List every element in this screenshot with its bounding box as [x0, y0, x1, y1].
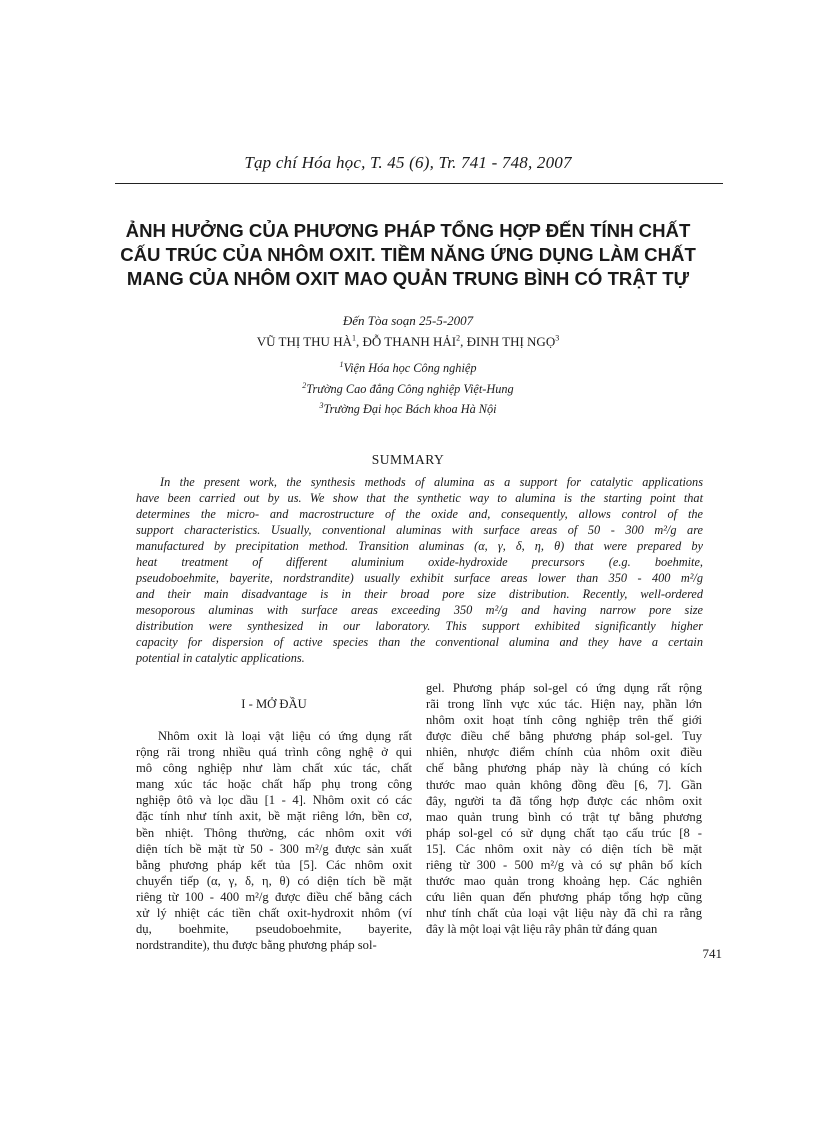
author-separator: ,: [355, 334, 363, 349]
text-line: nhiên, nhược điểm chính của nhôm oxit điều: [426, 745, 702, 760]
received-date: Đến Tòa soạn 25-5-2007: [342, 313, 474, 328]
header-rule: [115, 183, 723, 184]
affiliation-list: [0, 358, 816, 420]
text-line: rãi trong lĩnh vực xúc tác. Hiện nay, phần lớn: [426, 697, 702, 712]
left-column-text: [136, 729, 412, 954]
text-line: đây là một loại vật liệu rây phân tử đáng quan: [426, 922, 658, 937]
text-line: pseudoboehmite, bayerite, nordstrandite) usually exhibit surface areas lower than 350 - 400 m²/g: [136, 571, 703, 585]
journal-header: Tạp chí Hóa học, T. 45 (6), Tr. 741 - 748, 2007: [244, 153, 572, 172]
text-line: riêng từ 100 - 400 m²/g được điều chế bằng cách: [136, 889, 412, 904]
text-line: được điều chế bằng phương pháp sol-gel. Tuy: [426, 729, 702, 744]
text-line: dụ, boehmite, pseudoboehmite, bayerite,: [136, 922, 412, 937]
text-line: cứu liên quan đến phương pháp tổng hợp cũng: [426, 890, 702, 905]
text-line: bằng phương pháp kết tủa [5]. Các nhôm oxit: [136, 857, 412, 872]
affiliation-line: [0, 399, 816, 420]
text-line: potential in catalytic applications.: [136, 651, 305, 665]
text-line: heat treatment of different aluminium oxide-hydroxide precursors (e.g. boehmite,: [136, 555, 703, 569]
affiliation-mark: 3: [319, 400, 324, 410]
author-separator: ,: [460, 334, 467, 349]
text-line: đây, người ta đã tổng hợp được các nhôm oxit: [426, 793, 702, 808]
text-line: determines the micro- and macrostructure of the oxide and, consequently, allows control of the: [136, 507, 703, 521]
text-line: thước mao quản không đồng đều [6, 7]. Gần: [426, 777, 702, 792]
text-line: rộng rãi trong nhiều quá trình công nghệ ở qui: [136, 745, 412, 760]
text-line: bền nhiệt. Thông thường, các nhôm oxit với: [136, 825, 412, 840]
affiliation-text: Trường Đại học Bách khoa Hà Nội: [323, 402, 497, 416]
text-line: riêng từ 300 - 500 m²/g và có sự phân bố kích: [426, 858, 702, 873]
text-line: thước mao quản trong khoảng hẹp. Các nghiên: [426, 874, 702, 889]
author-name: VŨ THỊ THU HÀ: [256, 334, 352, 349]
text-line: and their main disadvantage is in their broad pore size distribution. Recently, well-ordered: [136, 587, 703, 601]
author-list: [0, 334, 816, 350]
affiliation-line: [0, 379, 816, 400]
text-line: xử lý nhiệt các tiền chất oxit-hydroxit nhôm (ví: [136, 906, 412, 921]
author-affiliation-mark: 2: [456, 333, 461, 343]
author-affiliation-mark: 3: [555, 333, 560, 343]
text-line: 15]. Các nhôm oxit này có diện tích bề mặt: [426, 841, 702, 856]
text-line: mang xúc tác hoặc chất hấp phụ trong công: [136, 777, 412, 792]
title-line: MANG CỦA NHÔM OXIT MAO QUẢN TRUNG BÌNH CÓ TRẬT TỰ: [126, 268, 690, 289]
text-line: pháp sol-gel có sử dụng chất tạo cấu trúc [8 -: [426, 825, 702, 840]
text-line: diện tích bề mặt từ 50 - 300 m²/g được sản xuất: [136, 841, 412, 856]
right-column-text: [426, 681, 702, 939]
text-line: nhôm oxit hoạt tính công nghiệp trên thế giới: [426, 713, 702, 728]
affiliation-text: Viện Hóa học Công nghiệp: [343, 361, 477, 375]
text-line: gel. Phương pháp sol-gel có ứng dụng rất rộng: [426, 681, 702, 695]
author-name: ĐINH THỊ NGỌ: [466, 334, 556, 349]
title-line: ẢNH HƯỞNG CỦA PHƯƠNG PHÁP TỔNG HỢP ĐẾN TÍNH CHẤT: [125, 220, 691, 241]
title-line: CẤU TRÚC CỦA NHÔM OXIT. TIỀM NĂNG ỨNG DỤNG LÀM CHẤT: [120, 244, 696, 265]
text-line: mao quản trung bình có trật tự bằng phương: [426, 809, 702, 824]
text-line: đặc tính như tính axit, bề mặt riêng lớn, bền cơ,: [136, 809, 412, 824]
section-heading: I - MỞ ĐẦU: [241, 697, 307, 711]
affiliation-mark: 1: [339, 359, 344, 369]
text-line: chuyển tiếp (α, γ, δ, η, θ) có diện tích bề mặt: [136, 873, 412, 888]
summary-heading: SUMMARY: [371, 452, 445, 467]
text-line: Nhôm oxit là loại vật liệu có ứng dụng rất: [158, 729, 412, 743]
text-line: mesoporous aluminas with surface areas exceeding 350 m²/g and having narrow pore size: [136, 603, 703, 617]
text-line: nghiệp ôtô và lọc dầu [1 - 4]. Nhôm oxit có các: [136, 793, 412, 808]
text-line: capacity for dispersion of active species than the conventional alumina and they have a certain: [136, 635, 703, 649]
affiliation-line: [0, 358, 816, 379]
author-name: ĐỖ THANH HẢI: [362, 334, 457, 349]
text-line: manufactured by precipitation method. Transition aluminas (α, γ, δ, η, θ) that were prepared by: [136, 539, 703, 553]
text-line: mô công nghiệp như làm chất xúc tác, chất: [136, 761, 412, 776]
page-number: 741: [702, 946, 722, 961]
text-line: In the present work, the synthesis methods of alumina as a support for catalytic applications: [160, 475, 703, 489]
affiliation-text: Trường Cao đẳng Công nghiệp Việt-Hung: [306, 381, 514, 396]
article-title: [100, 219, 716, 291]
text-line: như tính chất của loại vật liệu này đã chỉ ra rằng: [426, 906, 702, 921]
text-line: distribution were synthesized in our laboratory. This support exhibited significantly higher: [136, 619, 703, 633]
text-line: have been carried out by us. We show that the synthetic way to alumina is the starting point that: [136, 491, 703, 505]
author-affiliation-mark: 1: [351, 333, 356, 343]
summary-abstract: [136, 474, 703, 666]
affiliation-mark: 2: [302, 380, 307, 390]
text-line: chế bằng phương pháp này là chúng có kích: [426, 761, 702, 776]
text-line: support characteristics. Usually, conventional aluminas with surface areas of 50 - 300 m²/g are: [136, 523, 703, 537]
text-line: nordstrandite), thu được bằng phương pháp sol-: [136, 938, 377, 953]
